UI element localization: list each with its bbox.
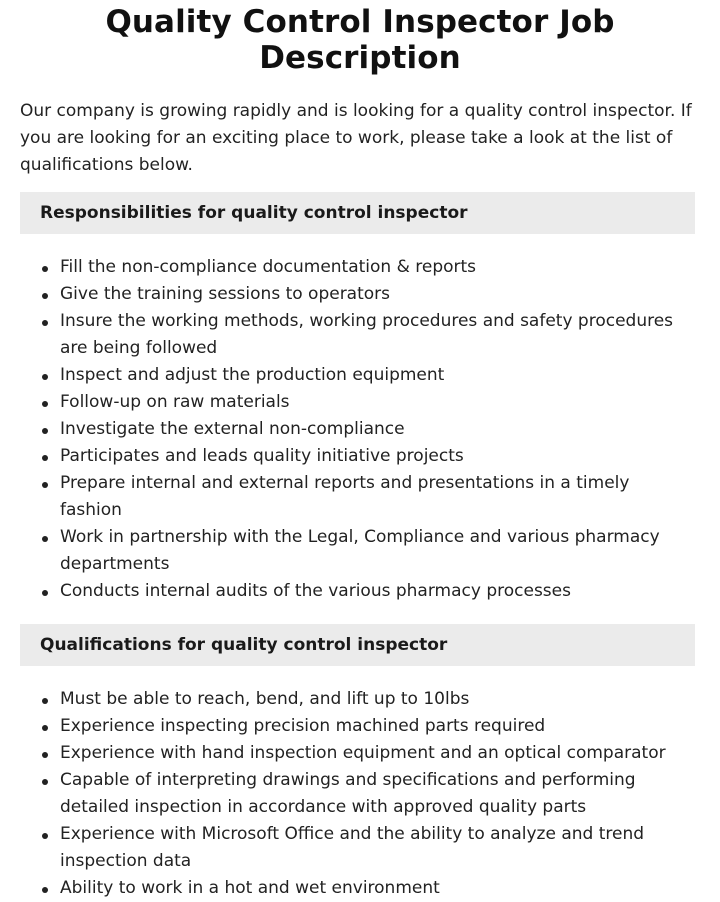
qualifications-heading: Qualifications for quality control inspector	[20, 624, 695, 666]
list-item: Ability to work in a hot and wet environment	[40, 875, 695, 902]
list-item: Work in partnership with the Legal, Compliance and various pharmacy departments	[40, 524, 695, 578]
qualifications-list	[40, 686, 695, 902]
list-item: Give the training sessions to operators	[40, 281, 695, 308]
intro-paragraph: Our company is growing rapidly and is looking for a quality control inspector. If you are looking for an exciting place to work, please take a look at the list of qualifications below.	[20, 101, 692, 175]
list-item: Experience with Microsoft Office and the ability to analyze and trend inspection data	[40, 821, 695, 875]
list-item: Insure the working methods, working procedures and safety procedures are being followed	[40, 308, 695, 362]
page-title: Quality Control Inspector Job Description	[105, 4, 615, 76]
responsibilities-heading: Responsibilities for quality control inspector	[20, 192, 695, 234]
list-item: Experience inspecting precision machined parts required	[40, 713, 695, 740]
list-item: Inspect and adjust the production equipment	[40, 362, 695, 389]
list-item: Follow-up on raw materials	[40, 389, 695, 416]
list-item: Participates and leads quality initiative projects	[40, 443, 695, 470]
list-item: Fill the non-compliance documentation & reports	[40, 254, 695, 281]
responsibilities-list	[40, 254, 695, 605]
list-item: Experience with hand inspection equipment and an optical comparator	[40, 740, 695, 767]
list-item: Conducts internal audits of the various pharmacy processes	[40, 578, 695, 605]
list-item: Investigate the external non-compliance	[40, 416, 695, 443]
list-item: Capable of interpreting drawings and specifications and performing detailed inspection in accordance with approved quality parts	[40, 767, 695, 821]
list-item: Prepare internal and external reports and presentations in a timely fashion	[40, 470, 695, 524]
list-item: Must be able to reach, bend, and lift up to 10lbs	[40, 686, 695, 713]
